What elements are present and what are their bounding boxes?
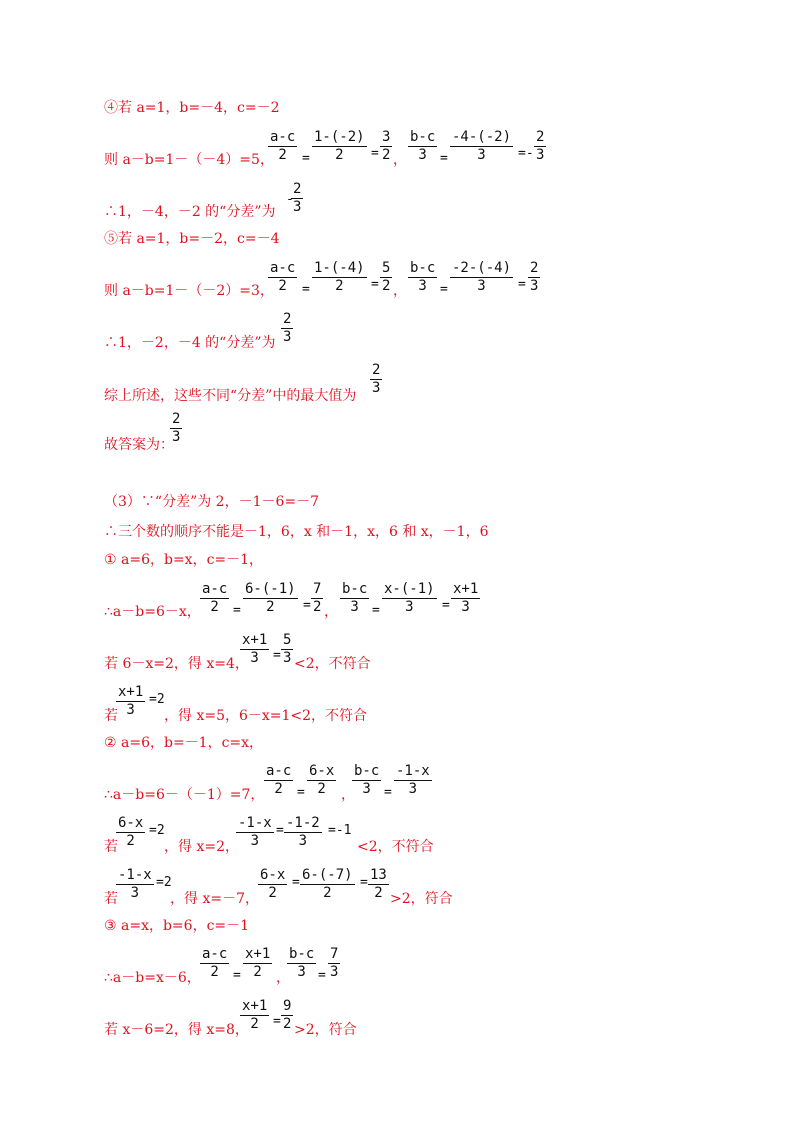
comma: ， bbox=[324, 604, 338, 620]
fraction-9-over-2: $\frac{9}{2}$ bbox=[283, 998, 292, 1032]
case-4-diff: 则 a－b=1－（－4）=5， bbox=[104, 152, 274, 168]
fraction-b-minus-c-over-3: $\frac{b-c}{3}$ bbox=[410, 260, 436, 294]
equals-sign: = bbox=[371, 146, 379, 161]
fraction-3-over-2: $\frac{3}{2}$ bbox=[382, 129, 391, 163]
comma: ， bbox=[341, 787, 355, 803]
case-5-conclusion: ∴1，－2，－4 的“分差”为 bbox=[104, 335, 276, 351]
equals-two: =2 bbox=[149, 692, 165, 707]
fraction-2-over-3: $\frac{2}{3}$ bbox=[293, 181, 302, 215]
equals-sign: = bbox=[276, 823, 284, 838]
minus-sign: - bbox=[286, 192, 294, 207]
case-3-check-result: >2，符合 bbox=[294, 1022, 357, 1038]
fraction-b-minus-c-over-3: $\frac{b-c}{3}$ bbox=[410, 129, 436, 163]
equals-sign: = bbox=[440, 282, 448, 297]
fraction-x-plus-1-over-3: $\frac{x+1}{3}$ bbox=[118, 684, 144, 718]
case-5-header: ⑤若 a=1，b=－2，c=－4 bbox=[104, 231, 280, 247]
equals-sign: = bbox=[303, 598, 311, 613]
equals-sign: = bbox=[233, 968, 241, 983]
part-3-header: （3）∵“分差”为 2，－1－6=－7 bbox=[104, 494, 320, 510]
comma: ， bbox=[276, 970, 290, 986]
equals-neg-one: =-1 bbox=[328, 823, 352, 838]
fraction-neg1-minus-x-over-3: $\frac{-1-x}{3}$ bbox=[238, 815, 272, 849]
case-2-check-b-result: >2，符合 bbox=[390, 891, 453, 907]
case-2-check-b-prefix: 若 bbox=[104, 891, 118, 907]
case-2-diff: ∴a－b=6－（－1）=7， bbox=[104, 787, 265, 803]
equals-sign: = bbox=[233, 603, 241, 618]
equals-sign: = bbox=[518, 277, 526, 292]
comma: ， bbox=[393, 283, 407, 299]
fraction-7-over-2: $\frac{7}{2}$ bbox=[313, 581, 322, 615]
equals-sign: = bbox=[384, 785, 392, 800]
fraction-2-over-3: $\frac{2}{3}$ bbox=[283, 311, 292, 345]
case-5-diff: 则 a－b=1－（－2）=3， bbox=[104, 283, 274, 299]
fraction-5-over-2: $\frac{5}{2}$ bbox=[382, 260, 391, 294]
case-2-check-a-result: <2，不符合 bbox=[357, 839, 434, 855]
fraction-6-minus-neg7-over-2: $\frac{6-(-7)}{2}$ bbox=[302, 867, 353, 901]
case-2-check-a: ，得 x=2， bbox=[164, 839, 239, 855]
fraction-b-minus-c-over-3: $\frac{b-c}{3}$ bbox=[289, 946, 315, 980]
case-1-check-b: ，得 x=5，6－x=1<2，不符合 bbox=[164, 708, 368, 724]
fraction-6-minus-x-over-2: $\frac{6-x}{2}$ bbox=[260, 867, 286, 901]
fraction-1-minus-neg4-over-2: $\frac{1-(-4)}{2}$ bbox=[314, 260, 365, 294]
case-1-header: ① a=6，b=x，c=－1， bbox=[104, 552, 264, 568]
fraction-a-minus-c-over-2: $\frac{a-c}{2}$ bbox=[270, 260, 296, 294]
fraction-x-minus-neg1-over-3: $\frac{x-(-1)}{3}$ bbox=[384, 581, 435, 615]
fraction-2-over-3: $\frac{2}{3}$ bbox=[536, 129, 545, 163]
case-4-header: ④若 a=1，b=－4，c=－2 bbox=[104, 100, 280, 116]
fraction-neg4-minus-neg2-over-3: $\frac{-4-(-2)}{3}$ bbox=[452, 129, 512, 163]
equals-sign: = bbox=[302, 282, 310, 297]
fraction-2-over-3: $\frac{2}{3}$ bbox=[372, 362, 381, 396]
equals-sign: = bbox=[273, 1014, 281, 1029]
equals-sign: = bbox=[273, 648, 281, 663]
case-1-diff: ∴a－b=6－x， bbox=[104, 604, 201, 620]
equals-sign: = bbox=[372, 603, 380, 618]
fraction-neg2-minus-neg4-over-3: $\frac{-2-(-4)}{3}$ bbox=[452, 260, 512, 294]
fraction-a-minus-c-over-2: $\frac{a-c}{2}$ bbox=[266, 763, 292, 797]
case-2-check-a-prefix: 若 bbox=[104, 839, 118, 855]
fraction-1-minus-neg2-over-2: $\frac{1-(-2)}{2}$ bbox=[314, 129, 365, 163]
fraction-2-over-3: $\frac{2}{3}$ bbox=[172, 411, 181, 445]
equals-sign: = bbox=[297, 785, 305, 800]
fraction-5-over-3: $\frac{5}{3}$ bbox=[283, 632, 292, 666]
equals-sign: = bbox=[442, 598, 450, 613]
summary-line: 综上所述，这些不同“分差”中的最大值为 bbox=[104, 388, 357, 404]
equals-sign: = bbox=[292, 875, 300, 890]
equals-sign: = bbox=[318, 968, 326, 983]
case-1-check-a-result: <2，不符合 bbox=[294, 656, 371, 672]
case-2-check-b: ，得 x=－7， bbox=[170, 891, 259, 907]
case-3-header: ③ a=x，b=6，c=－1 bbox=[104, 918, 250, 934]
fraction-13-over-2: $\frac{13}{2}$ bbox=[370, 867, 387, 901]
fraction-a-minus-c-over-2: $\frac{a-c}{2}$ bbox=[270, 129, 296, 163]
equals-two: =2 bbox=[149, 823, 165, 838]
equals-sign: = bbox=[440, 151, 448, 166]
fraction-2-over-3: $\frac{2}{3}$ bbox=[530, 260, 539, 294]
fraction-a-minus-c-over-2: $\frac{a-c}{2}$ bbox=[202, 946, 228, 980]
case-3-diff: ∴a－b=x－6， bbox=[104, 970, 201, 986]
part-3-order-note: ∴三个数的顺序不能是－1，6，x 和－1，x，6 和 x，－1，6 bbox=[104, 524, 489, 540]
case-1-check-b-prefix: 若 bbox=[104, 708, 118, 724]
fraction-x-plus-1-over-3: $\frac{x+1}{3}$ bbox=[453, 581, 479, 615]
fraction-6-minus-neg1-over-2: $\frac{6-(-1)}{2}$ bbox=[245, 581, 296, 615]
case-4-conclusion: ∴1，－4，－2 的“分差”为 bbox=[104, 204, 276, 220]
fraction-x-plus-1-over-2: $\frac{x+1}{2}$ bbox=[245, 946, 271, 980]
fraction-6-minus-x-over-2: $\frac{6-x}{2}$ bbox=[309, 763, 335, 797]
fraction-x-plus-1-over-3: $\frac{x+1}{3}$ bbox=[242, 632, 268, 666]
case-1-check-a: 若 6－x=2，得 x=4， bbox=[104, 656, 249, 672]
fraction-x-plus-1-over-2: $\frac{x+1}{2}$ bbox=[242, 998, 268, 1032]
fraction-neg1-minus-x-over-3: $\frac{-1-x}{3}$ bbox=[396, 763, 430, 797]
case-2-header: ② a=6，b=－1，c=x， bbox=[104, 735, 264, 751]
fraction-6-minus-x-over-2: $\frac{6-x}{2}$ bbox=[118, 815, 144, 849]
equals-sign: = bbox=[371, 277, 379, 292]
fraction-a-minus-c-over-2: $\frac{a-c}{2}$ bbox=[202, 581, 228, 615]
case-3-check: 若 x－6=2，得 x=8， bbox=[104, 1022, 249, 1038]
equals-neg-sign: =- bbox=[518, 146, 534, 161]
fraction-b-minus-c-over-3: $\frac{b-c}{3}$ bbox=[354, 763, 380, 797]
equals-sign: = bbox=[360, 875, 368, 890]
answer-line: 故答案为： bbox=[104, 437, 174, 453]
equals-sign: = bbox=[302, 151, 310, 166]
fraction-neg1-minus-x-over-3: $\frac{-1-x}{3}$ bbox=[118, 867, 152, 901]
fraction-neg1-minus-2-over-3: $\frac{-1-2}{3}$ bbox=[286, 815, 320, 849]
fraction-b-minus-c-over-3: $\frac{b-c}{3}$ bbox=[342, 581, 368, 615]
fraction-7-over-3: $\frac{7}{3}$ bbox=[330, 946, 339, 980]
comma: ， bbox=[393, 152, 407, 168]
equals-two: =2 bbox=[156, 875, 172, 890]
